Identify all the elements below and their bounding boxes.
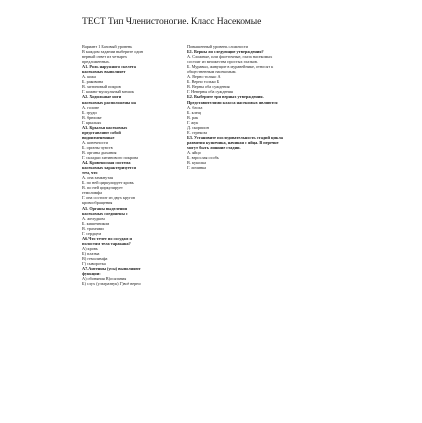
question-a4: насекомых характеризуется: [82, 165, 136, 171]
answer-option: Б. груди: [82, 109, 97, 115]
variant-label: Вариант 1 Базовый уровень: [82, 44, 133, 49]
question-a2: насекомых расположены на: [82, 99, 136, 105]
answer-option: Б. органы чувств: [82, 144, 113, 150]
answer-option: Д. скорпион: [187, 124, 209, 130]
right-column: [187, 44, 337, 170]
answer-option: В) гемолимфа: [82, 255, 108, 261]
statement-line: А. Сложные, или фасеточные, глаза насекомых: [187, 54, 273, 60]
answer-option: А. она замкнутая: [82, 175, 114, 181]
answer-option: Б. взрослая особь: [187, 155, 219, 161]
answer-option: Г. жук: [187, 119, 199, 125]
question-a1: А1. Роль наружного скелета: [82, 64, 136, 70]
answer-option: А. кожа: [82, 74, 96, 80]
answer-option: Г. Неверны оба суждения: [187, 89, 233, 95]
statement-line: Б. Муравьи, живущие в муравейнике, относят к: [187, 64, 274, 70]
instruction-line: верный ответ из четырех: [82, 54, 128, 60]
question-a1: насекомых выполняет: [82, 69, 126, 75]
answer-option: А. яйцо: [187, 149, 201, 155]
answer-option: Е. стрекоза: [187, 129, 208, 135]
question-b3: Б3. Установите последовательность стадий цикла: [187, 134, 283, 140]
answer-option: Б) слух (ультразвук) Г)всё верно: [82, 281, 141, 287]
statement-line: общественным насекомым.: [187, 69, 237, 75]
answer-option: кровообращения: [82, 200, 113, 206]
question-a7: функции:: [82, 271, 101, 277]
question-a6: полостям тела таракана?: [82, 240, 131, 246]
answer-option: Г. сердцем: [82, 230, 102, 236]
answer-option: Б. Верно только Б: [187, 79, 220, 85]
question-b2: Б2. Выберите три верных утверждения.: [187, 94, 264, 100]
answer-option: А) обоняния В)осязания: [82, 276, 127, 282]
answer-option: Г) сыворотка: [82, 261, 106, 267]
answer-option: Г. крыльях: [82, 119, 102, 125]
answer-option: В. хитиновый покров: [82, 84, 121, 90]
answer-option: А. блоха: [187, 104, 203, 110]
answer-option: А. конечности: [82, 139, 108, 145]
answer-option: Г. личинка: [187, 165, 207, 171]
instruction-line: предложенных.: [82, 59, 110, 65]
question-a3: А3. Крылья насекомых: [82, 124, 128, 130]
question-a4: А4. Кровеносная система: [82, 160, 131, 166]
answer-option: В. органы дыхания: [82, 149, 117, 155]
answer-option: Б. кишечником: [82, 220, 110, 226]
question-a4: тем, что: [82, 170, 98, 176]
answer-option: Б. по ней циркулирует кровь: [82, 180, 134, 186]
answer-option: В. Верны оба суждения: [187, 84, 230, 90]
page-title: ТЕСТ Тип Членистоногие. Класс Насекомые: [82, 16, 262, 27]
instruction-line: В каждом задании выберите один: [82, 49, 143, 55]
question-a5: А5. Органы выделения: [82, 205, 127, 211]
question-a2: А2. Ходильные ноги: [82, 94, 122, 100]
question-b2: Представителями класса насекомых являются: [187, 99, 278, 105]
question-a3: видоизмененные: [82, 134, 115, 140]
question-b3: развития кузнечика, начиная с яйца. В перечне: [187, 139, 279, 145]
answer-option: В. брюшке: [82, 114, 102, 120]
answer-option: Б) плазма: [82, 250, 100, 256]
answer-option: Г. кожно-мускульный мешок: [82, 89, 134, 95]
question-b1: Б1. Верны ли следующие утверждения?: [187, 49, 264, 55]
question-a7: А7.Антенны (усы) выполняют: [82, 266, 141, 272]
statement-line: состоят из множества простых глазков.: [187, 59, 258, 65]
question-a6: А6.Что течет по сосудам и: [82, 235, 132, 241]
answer-option: Б. клещ: [187, 109, 201, 115]
answer-option: гемолимфа: [82, 190, 103, 196]
answer-option: В. куколка: [187, 160, 207, 166]
answer-option: А. Верно только А: [187, 74, 221, 80]
answer-option: Г. она состоит из двух кругов: [82, 195, 135, 201]
question-a5: насекомых соединены с: [82, 210, 128, 216]
answer-option: В. рак: [187, 114, 199, 120]
question-a3: представляют собой: [82, 129, 121, 135]
level-label: Повышенный уровень сложности: [187, 44, 248, 49]
answer-option: А) кровь: [82, 245, 98, 251]
answer-option: Г. складки хитинового покрова: [82, 155, 139, 161]
question-b3: могут быть лишние стадии.: [187, 144, 241, 150]
answer-option: А. голове: [82, 104, 100, 110]
answer-option: В. по ней циркулирует: [82, 185, 123, 191]
answer-option: В. трахеями: [82, 225, 104, 231]
answer-option: А. желудком: [82, 215, 105, 221]
left-column: [82, 44, 182, 286]
answer-option: Б. раковина: [82, 79, 103, 85]
